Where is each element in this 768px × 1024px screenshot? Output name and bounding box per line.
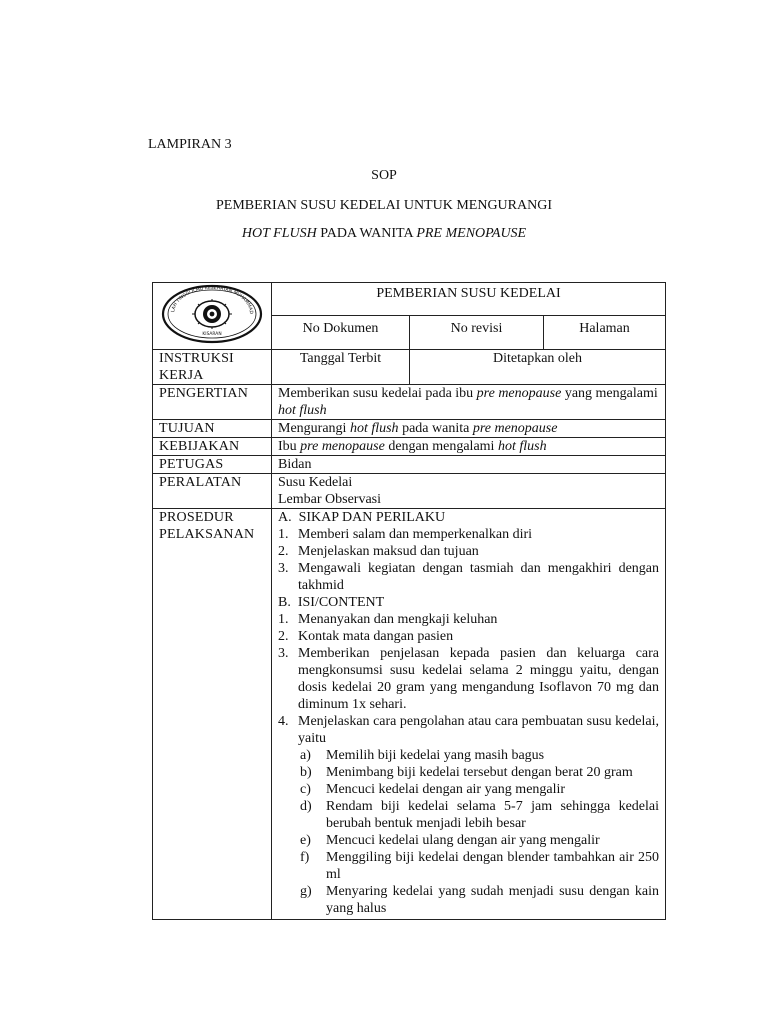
section-b-list xyxy=(278,611,659,747)
sop-table xyxy=(152,282,666,920)
document-title: PEMBERIAN SUSU KEDELAI UNTUK MENGURANGI xyxy=(216,198,552,213)
subtitle-part-3: PRE MENOPAUSE xyxy=(416,226,527,241)
sub-list-item: g) Menyaring kedelai yang sudah menjadi susu dengan kain yang halus xyxy=(300,884,659,916)
sub-list-item: d) Rendam biji kedelai selama 5-7 jam sehingga kedelai berubah bentuk menjadi lebih besar xyxy=(300,799,659,831)
peralatan-item: Susu Kedelai xyxy=(278,475,353,490)
pengertian-value: Memberikan susu kedelai pada ibu pre menopause yang mengalami hot flush xyxy=(272,385,666,420)
sop-title: SOP xyxy=(371,168,397,183)
section-a-heading: A. SIKAP DAN PERILAKU xyxy=(278,510,446,525)
instruksi-kerja-label: INSTRUKSI KERJA xyxy=(153,350,272,385)
sub-list-item: e) Mencuci kedelai ulang dengan air yang mengalir xyxy=(300,833,600,848)
tujuan-value: Mengurangi hot flush pada wanita pre menopause xyxy=(272,420,666,438)
prosedur-label: PROSEDUR PELAKSANAN xyxy=(153,509,272,920)
list-item: 3. Mengawali kegiatan dengan tasmiah dan mengakhiri dengan takhmid xyxy=(278,561,659,593)
list-item: 2. Kontak mata dangan pasien xyxy=(278,629,454,644)
no-dokumen-label: No Dokumen xyxy=(272,316,410,350)
sub-list-item: a) Memilih biji kedelai yang masih bagus xyxy=(300,748,545,763)
section-a-list xyxy=(278,526,659,594)
kebijakan-label: KEBIJAKAN xyxy=(153,438,272,456)
sub-list-item: b) Menimbang biji kedelai tersebut dengan berat 20 gram xyxy=(300,765,633,780)
peralatan-label: PERALATAN xyxy=(153,474,272,509)
institution-logo-cell xyxy=(153,283,272,350)
subtitle-part-2: PADA WANITA xyxy=(316,226,417,241)
petugas-label: PETUGAS xyxy=(153,456,272,474)
list-item: 1. Menanyakan dan mengkaji keluhan xyxy=(278,612,498,627)
section-b-heading: B. ISI/CONTENT xyxy=(278,595,385,610)
peralatan-item: Lembar Observasi xyxy=(278,492,382,507)
kebijakan-value: Ibu pre menopause dengan mengalami hot flush xyxy=(272,438,666,456)
halaman-label: Halaman xyxy=(544,316,666,350)
list-item: 2. Menjelaskan maksud dan tujuan xyxy=(278,544,479,559)
document-subtitle xyxy=(0,225,768,243)
list-item: 1. Memberi salam dan memperkenalkan diri xyxy=(278,527,533,542)
list-item: 4. Menjelaskan cara pengolahan atau cara pembuatan susu kedelai, yaitu xyxy=(278,714,659,746)
logo-bottom-text: KISARAN xyxy=(202,331,222,337)
ditetapkan-oleh-label: Ditetapkan oleh xyxy=(410,350,666,385)
tanggal-terbit-label: Tanggal Terbit xyxy=(272,350,410,385)
sub-list-item: f) Menggiling biji kedelai dengan blender tambahkan air 250 ml xyxy=(300,850,659,882)
prosedur-value xyxy=(272,509,666,920)
tujuan-label: TUJUAN xyxy=(153,420,272,438)
appendix-label: LAMPIRAN 3 xyxy=(148,137,232,152)
list-item: 3. Memberikan penjelasan kepada pasien dan keluarga cara mengkonsumsi susu kedelai selama 2 minggu yaitu, dengan dosis kedelai 20 gram yang mengandung Isoflavon 70 mg dan diminum 1x sehari. xyxy=(278,646,659,712)
no-revisi-label: No revisi xyxy=(410,316,544,350)
peralatan-value xyxy=(272,474,666,509)
petugas-value: Bidan xyxy=(272,456,666,474)
sop-header-title: PEMBERIAN SUSU KEDELAI xyxy=(272,283,666,316)
subtitle-part-1: HOT FLUSH xyxy=(241,226,317,241)
pengertian-label: PENGERTIAN xyxy=(153,385,272,420)
sub-steps-list xyxy=(278,747,659,917)
institution-logo-icon xyxy=(160,284,264,344)
logo-ring-text: LAH TINGGI ILMU KESEHATAN MUHAMMAD xyxy=(171,285,254,314)
sub-list-item: c) Mencuci kedelai dengan air yang mengalir xyxy=(300,782,566,797)
